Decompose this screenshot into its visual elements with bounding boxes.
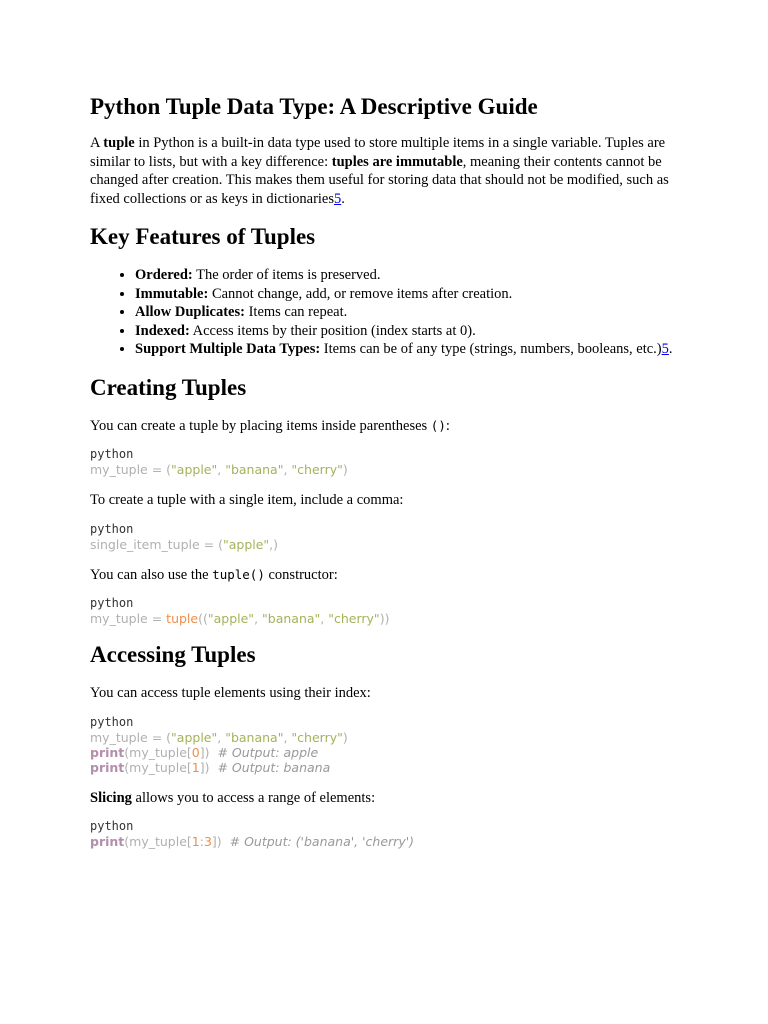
accessing-paragraph-1: You can access tuple elements using their index: xyxy=(90,685,371,701)
code-string: "cherry" xyxy=(328,611,380,626)
code-punct: , xyxy=(217,462,226,477)
creating-paragraph-1 xyxy=(90,417,678,436)
code-string: "apple" xyxy=(171,462,218,477)
list-item xyxy=(135,303,678,322)
code-line xyxy=(90,611,678,626)
code-block-slicing xyxy=(90,819,678,849)
feature-text: Cannot change, add, or remove items after creation. xyxy=(208,285,513,302)
code-keyword: print xyxy=(90,744,125,760)
accessing-heading: Accessing Tuples xyxy=(90,642,256,667)
code-var: my_tuple = xyxy=(90,611,167,626)
feature-label: Allow Duplicates: xyxy=(135,304,245,320)
code-var: my_tuple = ( xyxy=(90,729,172,745)
creating-heading: Creating Tuples xyxy=(90,374,247,400)
code-comment: # Output: ('banana', 'cherry') xyxy=(221,834,415,849)
intro-bold-immutable: tuples are immutable xyxy=(331,153,463,170)
code-line xyxy=(90,745,678,760)
slicing-bold: Slicing xyxy=(90,789,132,806)
code-var: (my_tuple[ xyxy=(124,744,192,760)
feature-text: Items can repeat. xyxy=(244,304,348,320)
reference-link[interactable]: 5 xyxy=(334,190,342,207)
creating-paragraph-2: To create a tuple with a single item, include a comma: xyxy=(90,492,404,508)
code-var: (my_tuple[ xyxy=(124,834,192,849)
code-string: "banana" xyxy=(225,729,284,745)
code-punct: , xyxy=(217,729,226,745)
code-number: 1 xyxy=(191,759,200,775)
code-block-access xyxy=(90,715,678,775)
code-punct: ,) xyxy=(269,536,279,552)
feature-label: Ordered: xyxy=(135,267,193,283)
code-punct: , xyxy=(254,611,263,626)
code-block-constructor xyxy=(90,596,678,626)
code-line xyxy=(90,537,678,552)
code-var: (my_tuple[ xyxy=(124,759,192,775)
reference-link[interactable]: 5 xyxy=(661,341,669,357)
intro-text-1: A xyxy=(90,135,104,151)
intro-paragraph xyxy=(90,134,678,208)
intro-text-2: in Python is a built-in data type used to store multiple items in a single variable. Tuples are similar to lists, but with a key difference: xyxy=(90,135,666,170)
inline-code: () xyxy=(430,417,446,433)
code-keyword: print xyxy=(90,834,125,849)
features-list xyxy=(90,266,678,359)
code-string: "banana" xyxy=(225,462,284,477)
code-punct: ]) xyxy=(211,834,222,849)
code-comment: # Output: apple xyxy=(209,744,319,760)
code-punct: ]) xyxy=(199,759,210,775)
paragraph-end: : xyxy=(445,417,450,434)
code-punct: , xyxy=(283,729,292,745)
code-number: 1 xyxy=(191,834,200,849)
code-string: "banana" xyxy=(262,611,321,626)
code-language-label: python xyxy=(90,521,134,536)
code-number: 3 xyxy=(203,834,212,849)
code-punct: )) xyxy=(379,611,390,626)
feature-text: Items can be of any type (strings, numbers, booleans, etc.) xyxy=(320,341,662,357)
code-block-create xyxy=(90,447,678,477)
code-string: "apple" xyxy=(171,729,218,745)
code-line xyxy=(90,730,678,745)
feature-end: . xyxy=(668,341,673,357)
inline-code: tuple() xyxy=(212,566,265,582)
code-string: "cherry" xyxy=(291,729,343,745)
code-punct: ]) xyxy=(199,744,210,760)
code-comment: # Output: banana xyxy=(209,759,331,775)
list-item xyxy=(135,322,678,341)
code-line xyxy=(90,462,678,477)
list-item xyxy=(135,285,678,304)
feature-text: The order of items is preserved. xyxy=(192,267,381,283)
code-string: "apple" xyxy=(222,536,270,552)
code-var: single_item_tuple = ( xyxy=(90,536,223,552)
feature-label: Indexed: xyxy=(135,322,190,339)
code-string: "apple" xyxy=(207,611,255,626)
code-punct: ) xyxy=(342,462,348,477)
code-var: my_tuple = ( xyxy=(90,462,172,477)
code-punct: : xyxy=(199,834,204,849)
list-item xyxy=(135,340,678,359)
feature-label: Immutable: xyxy=(135,285,209,302)
paragraph-end: constructor: xyxy=(264,566,338,583)
features-heading: Key Features of Tuples xyxy=(90,224,316,249)
code-number: 0 xyxy=(191,744,200,760)
code-punct: , xyxy=(320,611,329,626)
paragraph-text: You can create a tuple by placing items inside parentheses xyxy=(90,417,431,434)
intro-text-3: , meaning their contents cannot be changed after creation. This makes them useful for storing data that should not be modified, such as fixed collections or as keys in dictionaries xyxy=(90,153,669,207)
code-line xyxy=(90,834,678,849)
code-keyword: print xyxy=(90,759,125,775)
list-item xyxy=(135,266,678,285)
code-line xyxy=(90,760,678,775)
code-punct: (( xyxy=(198,611,208,626)
code-language-label: python xyxy=(90,819,134,833)
code-language-label: python xyxy=(90,447,134,461)
creating-paragraph-3 xyxy=(90,566,678,585)
page-title: Python Tuple Data Type: A Descriptive Guide xyxy=(90,94,538,119)
feature-text: Access items by their position (index starts at 0). xyxy=(189,322,476,339)
code-string: "cherry" xyxy=(291,462,343,477)
intro-bold-tuple: tuple xyxy=(103,135,135,151)
code-block-single xyxy=(90,522,678,552)
code-language-label: python xyxy=(90,596,134,610)
code-function: tuple xyxy=(166,611,199,626)
paragraph-text: allows you to access a range of elements: xyxy=(131,789,376,806)
code-punct: , xyxy=(283,462,292,477)
intro-end: . xyxy=(341,190,345,207)
accessing-paragraph-2 xyxy=(90,789,678,808)
paragraph-text: You can also use the xyxy=(90,566,213,583)
feature-label: Support Multiple Data Types: xyxy=(135,341,321,357)
code-punct: ) xyxy=(342,729,348,745)
code-language-label: python xyxy=(90,714,134,729)
